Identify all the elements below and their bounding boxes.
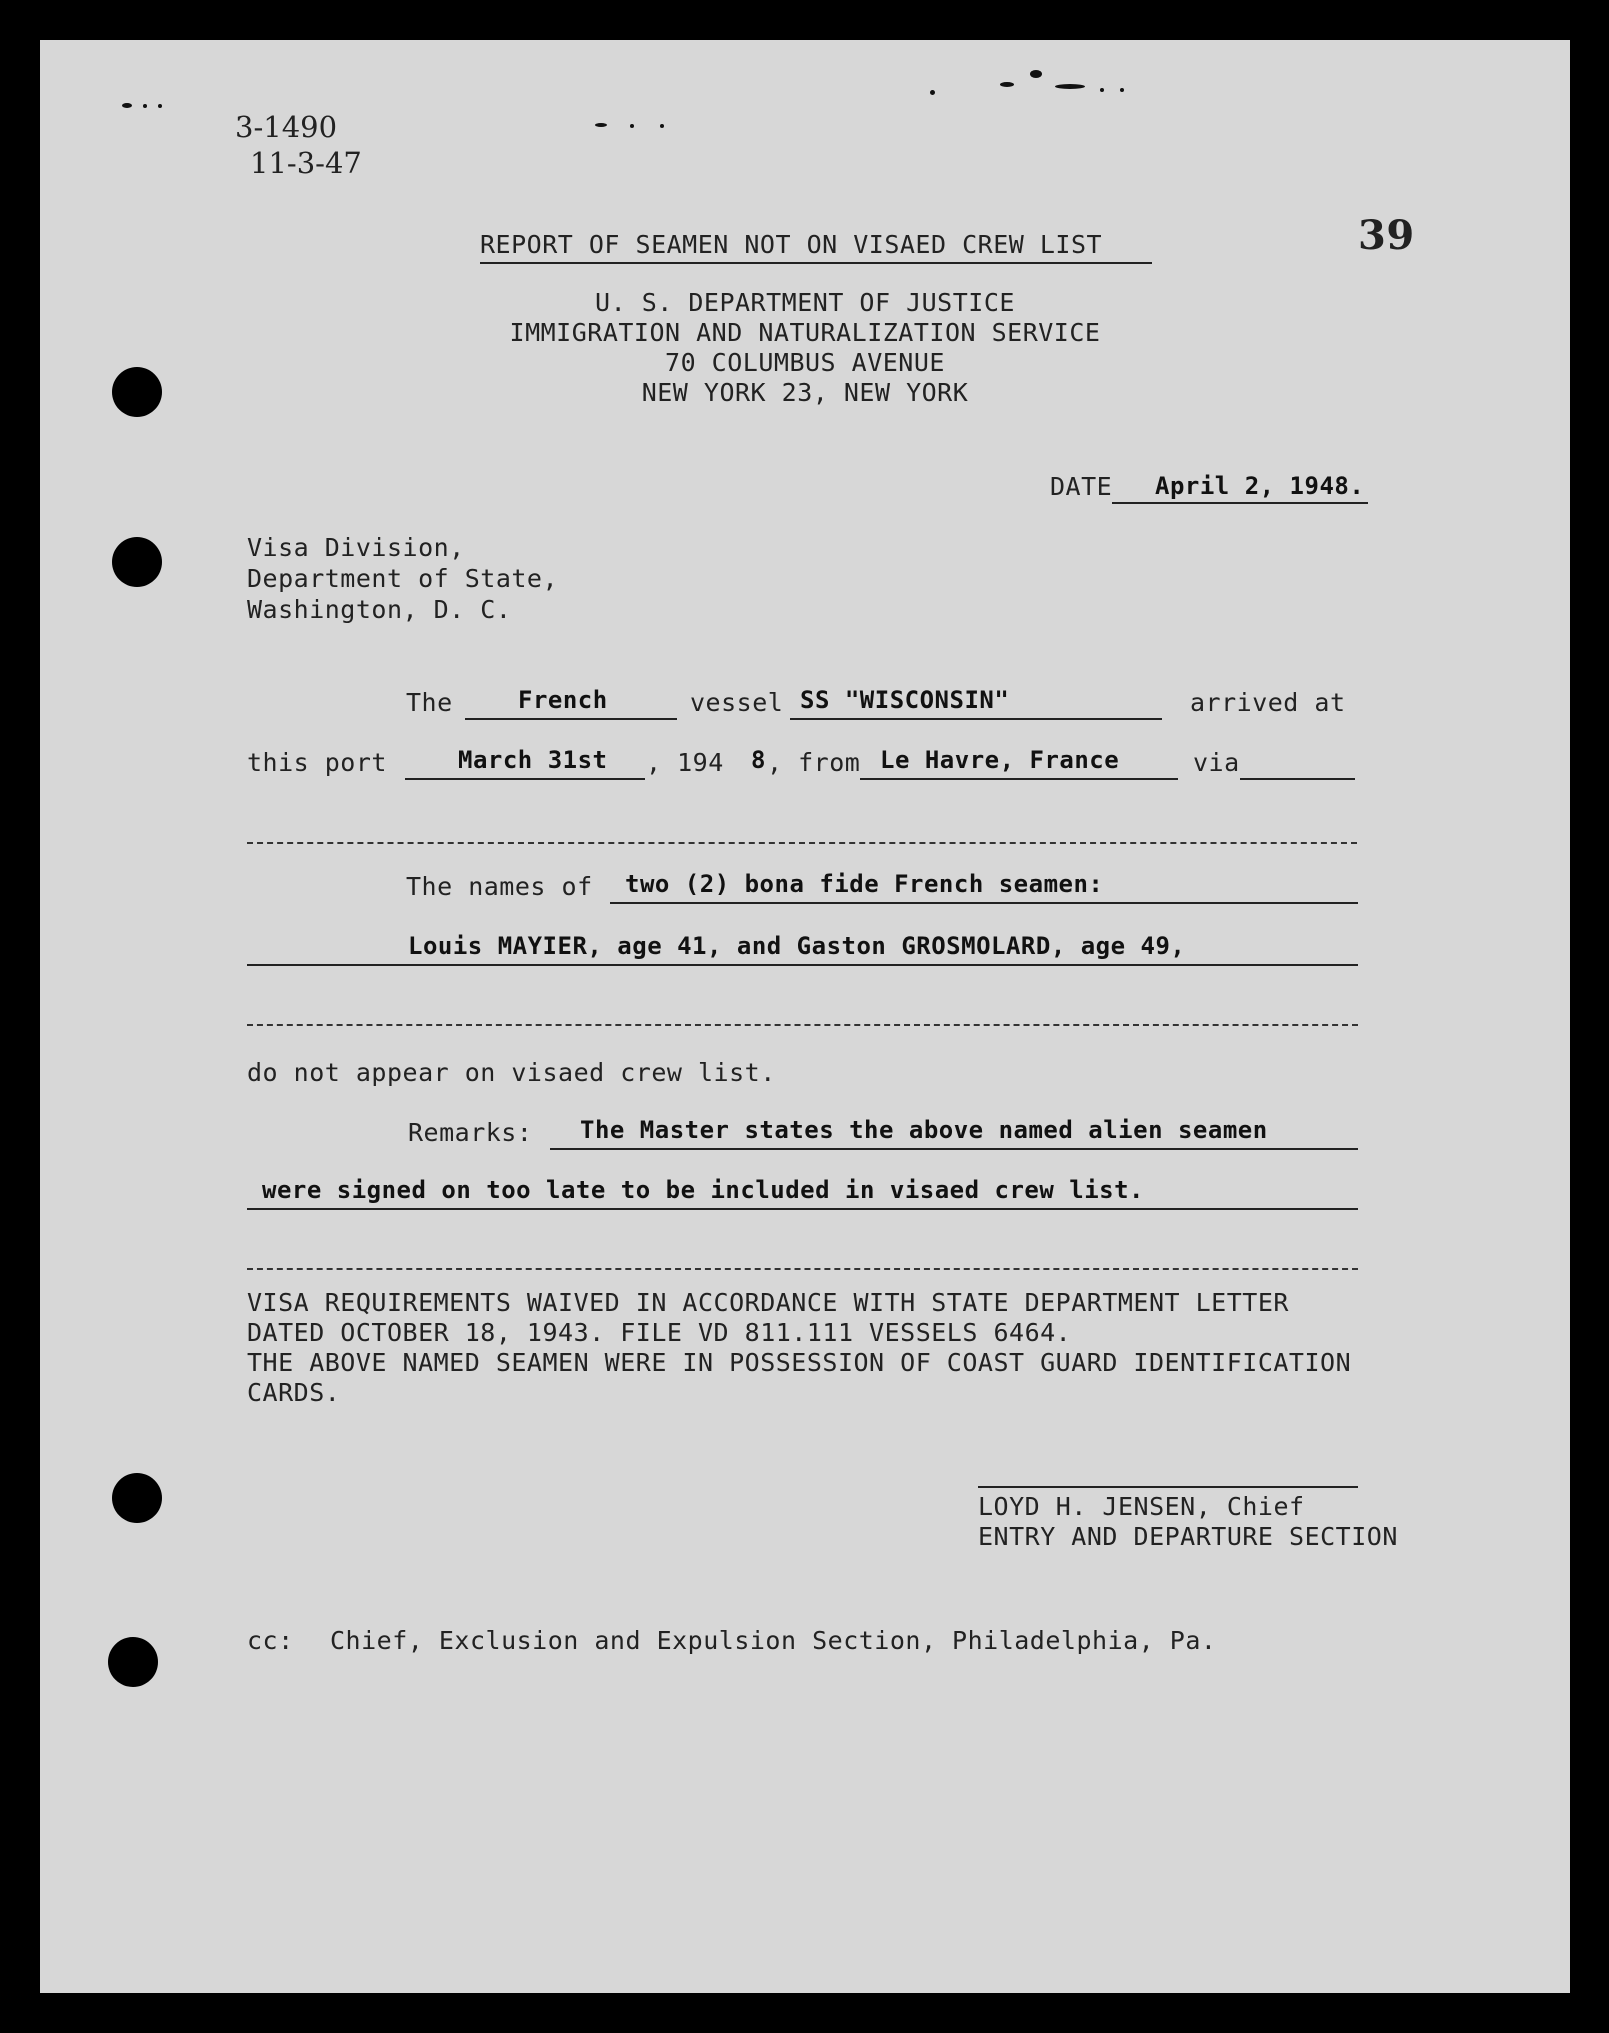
note-line-3: THE ABOVE NAMED SEAMEN WERE IN POSSESSION OF COAST GUARD IDENTIFICATION [247, 1348, 1352, 1377]
scan-speck [158, 104, 162, 108]
port-label: this port [247, 748, 387, 777]
cc-recipient: Chief, Exclusion and Expulsion Section, Philadelphia, Pa. [330, 1626, 1217, 1655]
remarks-line-2: were signed on too late to be included in visaed crew list. [262, 1176, 1145, 1204]
page-title: REPORT OF SEAMEN NOT ON VISAED CREW LIST [480, 230, 1103, 259]
signature-line [978, 1486, 1358, 1488]
addressee-department: Department of State, [247, 564, 559, 593]
names-underline-1 [610, 902, 1358, 904]
date-underline [1112, 502, 1368, 504]
document-page [40, 40, 1570, 1993]
file-date: 11-3-47 [250, 146, 362, 180]
via-underline [1240, 778, 1355, 780]
scan-speck [595, 123, 607, 127]
scan-speck [1100, 88, 1104, 92]
file-number: 3-1490 [235, 110, 338, 144]
scan-speck [660, 124, 664, 128]
names-underline-2 [247, 964, 1358, 966]
via-label: via [1193, 748, 1240, 777]
from-label: , from [767, 748, 861, 777]
signatory-name: LOYD H. JENSEN, Chief [978, 1492, 1305, 1521]
note-line-1: VISA REQUIREMENTS WAIVED IN ACCORDANCE WITH STATE DEPARTMENT LETTER [247, 1288, 1289, 1317]
scan-speck [1120, 88, 1124, 92]
date-value: April 2, 1948. [1155, 472, 1365, 500]
note-line-4: CARDS. [247, 1378, 341, 1407]
names-underline-3 [247, 1024, 1358, 1026]
scan-speck [122, 103, 132, 108]
scan-speck [1030, 70, 1042, 78]
seamen-count: two (2) bona fide French seamen: [625, 870, 1104, 898]
header-street: 70 COLUMBUS AVENUE [665, 348, 945, 377]
names-label: The names of [406, 872, 593, 901]
binder-hole [108, 1637, 158, 1687]
binder-hole [112, 1473, 162, 1523]
not-appear-text: do not appear on visaed crew list. [247, 1058, 776, 1087]
the-label: The [406, 688, 453, 717]
title-underline [480, 262, 1152, 264]
blank-line [247, 842, 1357, 844]
from-port: Le Havre, France [880, 746, 1120, 774]
page-number: 39 [1358, 212, 1415, 259]
arrival-date: March 31st [458, 746, 608, 774]
signatory-section: ENTRY AND DEPARTURE SECTION [978, 1522, 1398, 1551]
cc-label: cc: [247, 1626, 294, 1655]
header-service: IMMIGRATION AND NATURALIZATION SERVICE [509, 318, 1101, 347]
addressee-city: Washington, D. C. [247, 595, 512, 624]
seamen-names: Louis MAYIER, age 41, and Gaston GROSMOLARD, age 49, [408, 932, 1186, 960]
vessel-label: vessel [690, 688, 784, 717]
note-line-2: DATED OCTOBER 18, 1943. FILE VD 811.111 VESSELS 6464. [247, 1318, 1072, 1347]
arrival-date-underline [405, 778, 645, 780]
remarks-line-1: The Master states the above named alien seamen [580, 1116, 1268, 1144]
vessel-name: SS "WISCONSIN" [800, 686, 1010, 714]
binder-hole [112, 537, 162, 587]
scan-speck [1000, 82, 1014, 87]
scan-speck [930, 90, 935, 95]
year-prefix: , 194 [646, 748, 724, 777]
year-digit: 8 [751, 746, 766, 774]
date-label: DATE [1050, 472, 1113, 501]
remarks-underline-1 [550, 1148, 1358, 1150]
scan-speck [1055, 84, 1085, 89]
arrived-label: arrived at [1190, 688, 1346, 717]
from-port-underline [860, 778, 1178, 780]
scan-speck [143, 104, 147, 108]
header-city: NEW YORK 23, NEW YORK [641, 378, 969, 407]
vessel-underline [790, 718, 1162, 720]
remarks-label: Remarks: [408, 1118, 533, 1147]
remarks-underline-3 [247, 1268, 1358, 1270]
header-department: U. S. DEPARTMENT OF JUSTICE [595, 288, 1015, 317]
remarks-underline-2 [247, 1208, 1358, 1210]
nationality-underline [465, 718, 677, 720]
addressee-division: Visa Division, [247, 533, 465, 562]
scan-speck [630, 124, 634, 128]
nationality-value: French [518, 686, 608, 714]
